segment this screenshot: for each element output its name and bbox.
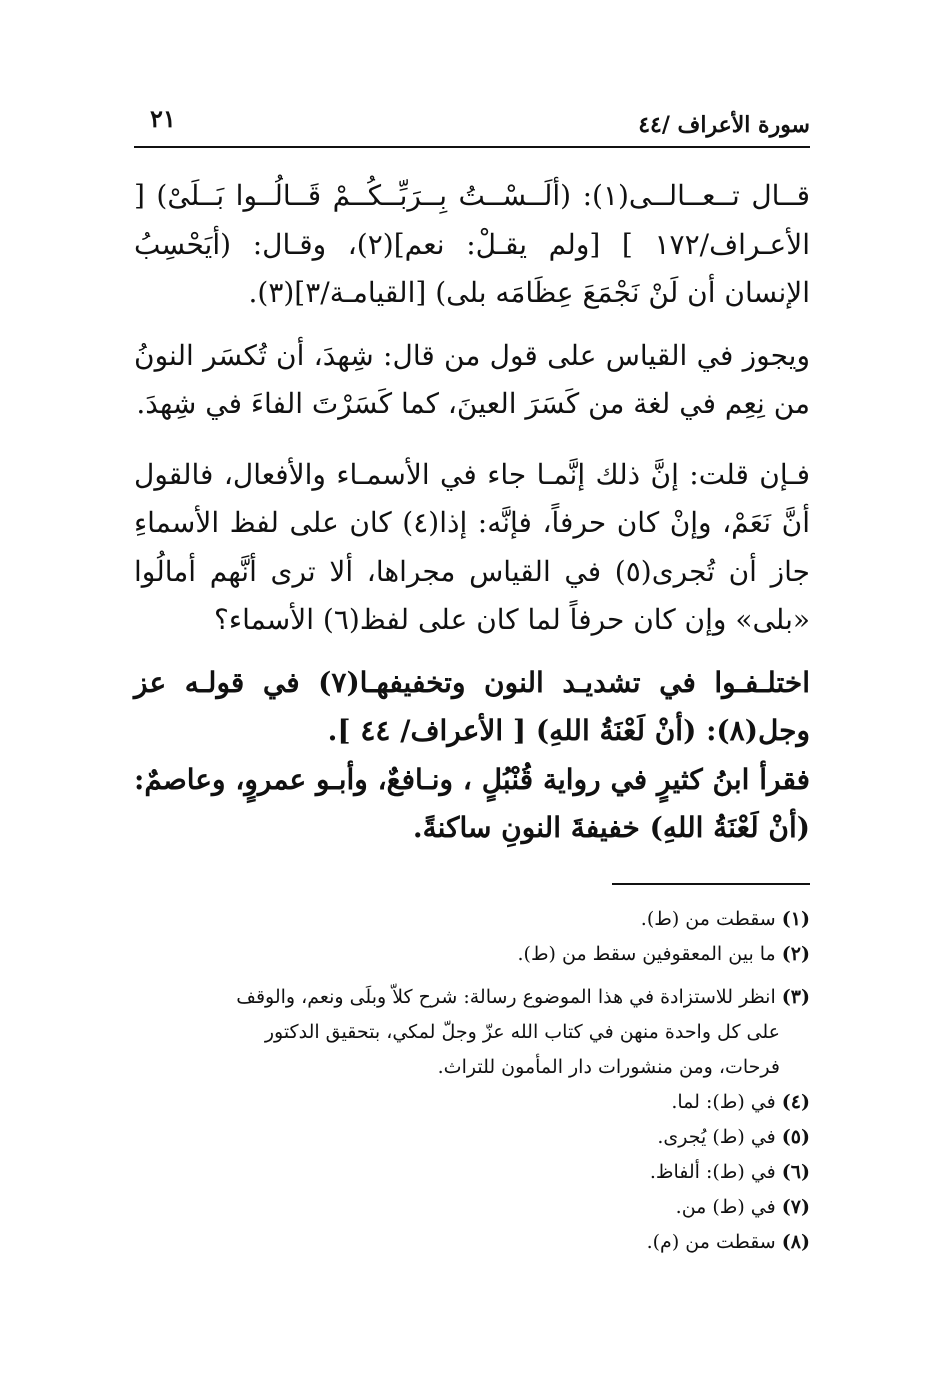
footnote [134,902,810,937]
footnote-number: (٧) [781,1196,810,1218]
footnote-text: في (ط) يُجرى. [657,1126,776,1148]
paragraph: فقرأ ابنُ كثيرٍ في رواية قُنْبُلٍ ، ونـافعٌ، وأبـو عمروٍ، وعاصمٌ: (أنْ لَعْنَةُ اللهِ) خفيفةَ النونِ ساكنةً. [134,762,810,844]
body-text [134,172,810,853]
header-rule [134,146,810,148]
footnote-number: (٤) [781,1091,810,1113]
footnote-text-continued: على كل واحدة منهن في كتاب الله عزّ وجلّ لمكي، بتحقيق الدكتور [264,1021,780,1043]
paragraph: ويجوز في القياس على قول من قال: شِهدَ، أن تُكسَر النونُ من نِعِم في لغة من كَسَرَ العينَ، كما كَسَرْتَ الفاءَ في شِهدَ. [134,338,810,420]
footnote-text: سقطت من (م). [646,1231,776,1253]
footnote-text: سقطت من (ط). [640,908,776,930]
paragraph: اختلـفـوا في تشديـد النون وتخفيفهـا(٧) في قولـه عز وجل(٨): (أنْ لَعْنَةُ اللهِ) [ الأعراف/ ٤٤ ]. [134,665,811,747]
footnote-number: (٥) [781,1126,810,1148]
footnote-text: في (ط): ألفاظ. [649,1161,776,1183]
footnote-text: انظر للاستزادة في هذا الموضوع رسالة: شرح كلاّ وبلَى ونعم، والوقف [236,986,776,1008]
footnote-text: ما بين المعقوفين سقط من (ط). [517,943,776,965]
footnote [134,980,810,1085]
footnote-number: (٣) [781,986,810,1008]
footnote-number: (٦) [781,1161,810,1183]
footnote-text-continued: فرحات، ومن منشورات دار المأمون للتراث. [437,1056,780,1078]
paragraph: قــال تــعــالــى(١): (ألَــسْــتُ بِــرَبِّــكُــمْ قَــالُــوا بَــلَىْ) [ الأعـراف/١٧٢ ] [ولم يقـلْ: نعم](٢)، وقـال: (أيَحْسِبُ الإنسان أن لَنْ نَجْمَعَ عِظَامَه بلى) [القيامـة/٣](٣). [134,179,811,309]
footnote [134,1190,810,1225]
footnote [134,1225,810,1260]
running-header [134,104,810,146]
footnote-separator [612,883,810,885]
footnote-number: (٢) [781,943,810,965]
footnote-text: في (ط): لما. [671,1091,776,1113]
running-title: سورة الأعراف /٤٤ [638,112,810,138]
footnote [134,937,810,972]
footnote-number: (١) [781,908,810,930]
footnote [134,1120,810,1155]
page-number: ٢١ [150,104,176,133]
footnote [134,1085,810,1120]
footnote-text: في (ط) من. [675,1196,776,1218]
footnote-number: (٨) [781,1231,810,1253]
footnotes [134,902,810,1260]
footnote [134,1155,810,1190]
paragraph: فـإن قلت: إنَّ ذلك إنَّمـا جاء في الأسمـاء والأفعال، فالقول أنَّ نَعَمْ، وإنْ كان حرفاً، فإنَّه: إذا(٤) كان على لفظ الأسماءِ جاز أن تُجرى(٥) في القياس مجراها، ألا ترى أنَّهم أمالُوا «بلى» وإن كان حرفاً لما كان على لفظ(٦) الأسماء؟ [134,457,810,636]
